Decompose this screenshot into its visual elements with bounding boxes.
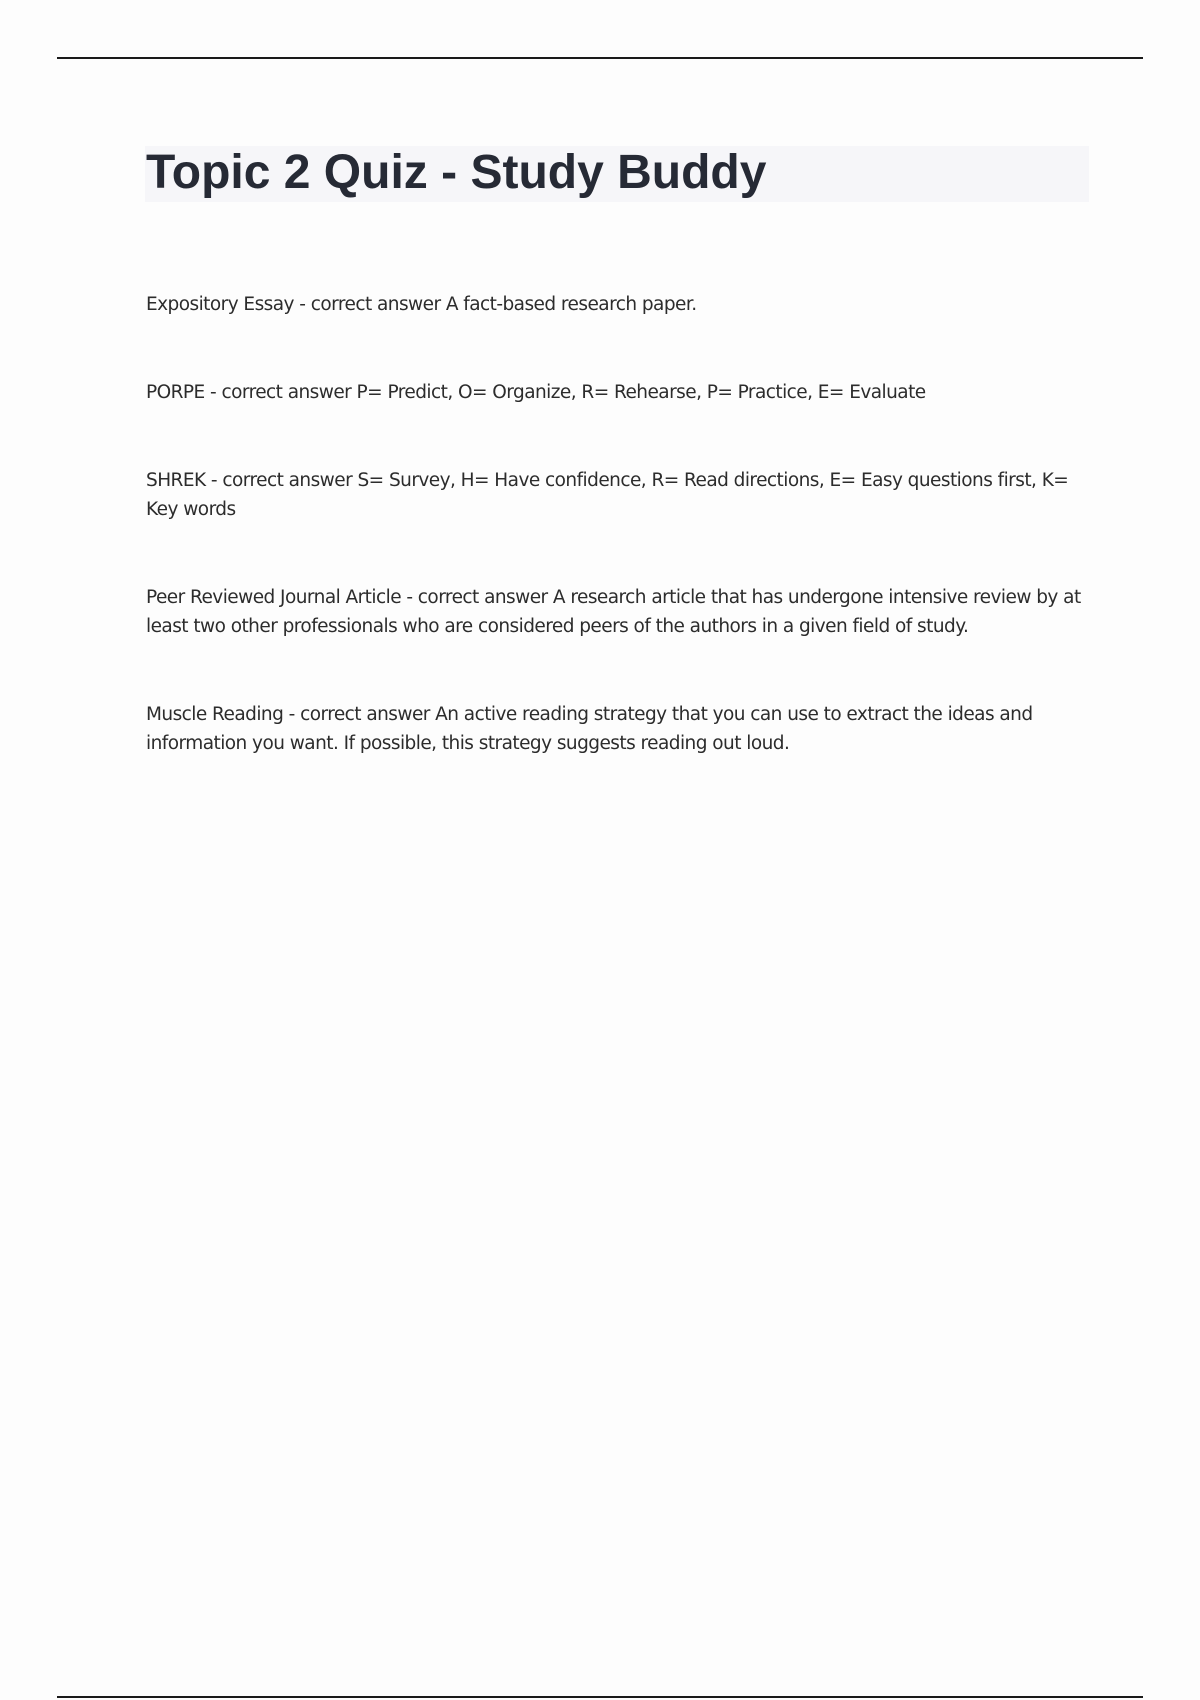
top-divider	[57, 57, 1143, 59]
quiz-entries	[146, 290, 1091, 817]
bottom-divider	[57, 1696, 1143, 1698]
entry-porpe: PORPE - correct answer P= Predict, O= Organize, R= Rehearse, P= Practice, E= Evaluate	[146, 382, 926, 403]
entry-expository-essay: Expository Essay - correct answer A fact-based research paper.	[146, 294, 697, 315]
entry-muscle-reading: Muscle Reading - correct answer An active reading strategy that you can use to extract the ideas and information you want. If possible, this strategy suggests reading out loud.	[146, 704, 1033, 754]
entry-peer-reviewed-article: Peer Reviewed Journal Article - correct answer A research article that has undergone intensive review by at least two other professionals who are considered peers of the authors in a given field of study.	[146, 587, 1081, 637]
page-title: Topic 2 Quiz - Study Buddy	[146, 146, 767, 199]
entry-shrek: SHREK - correct answer S= Survey, H= Have confidence, R= Read directions, E= Easy questions first, K= Key words	[146, 470, 1069, 520]
